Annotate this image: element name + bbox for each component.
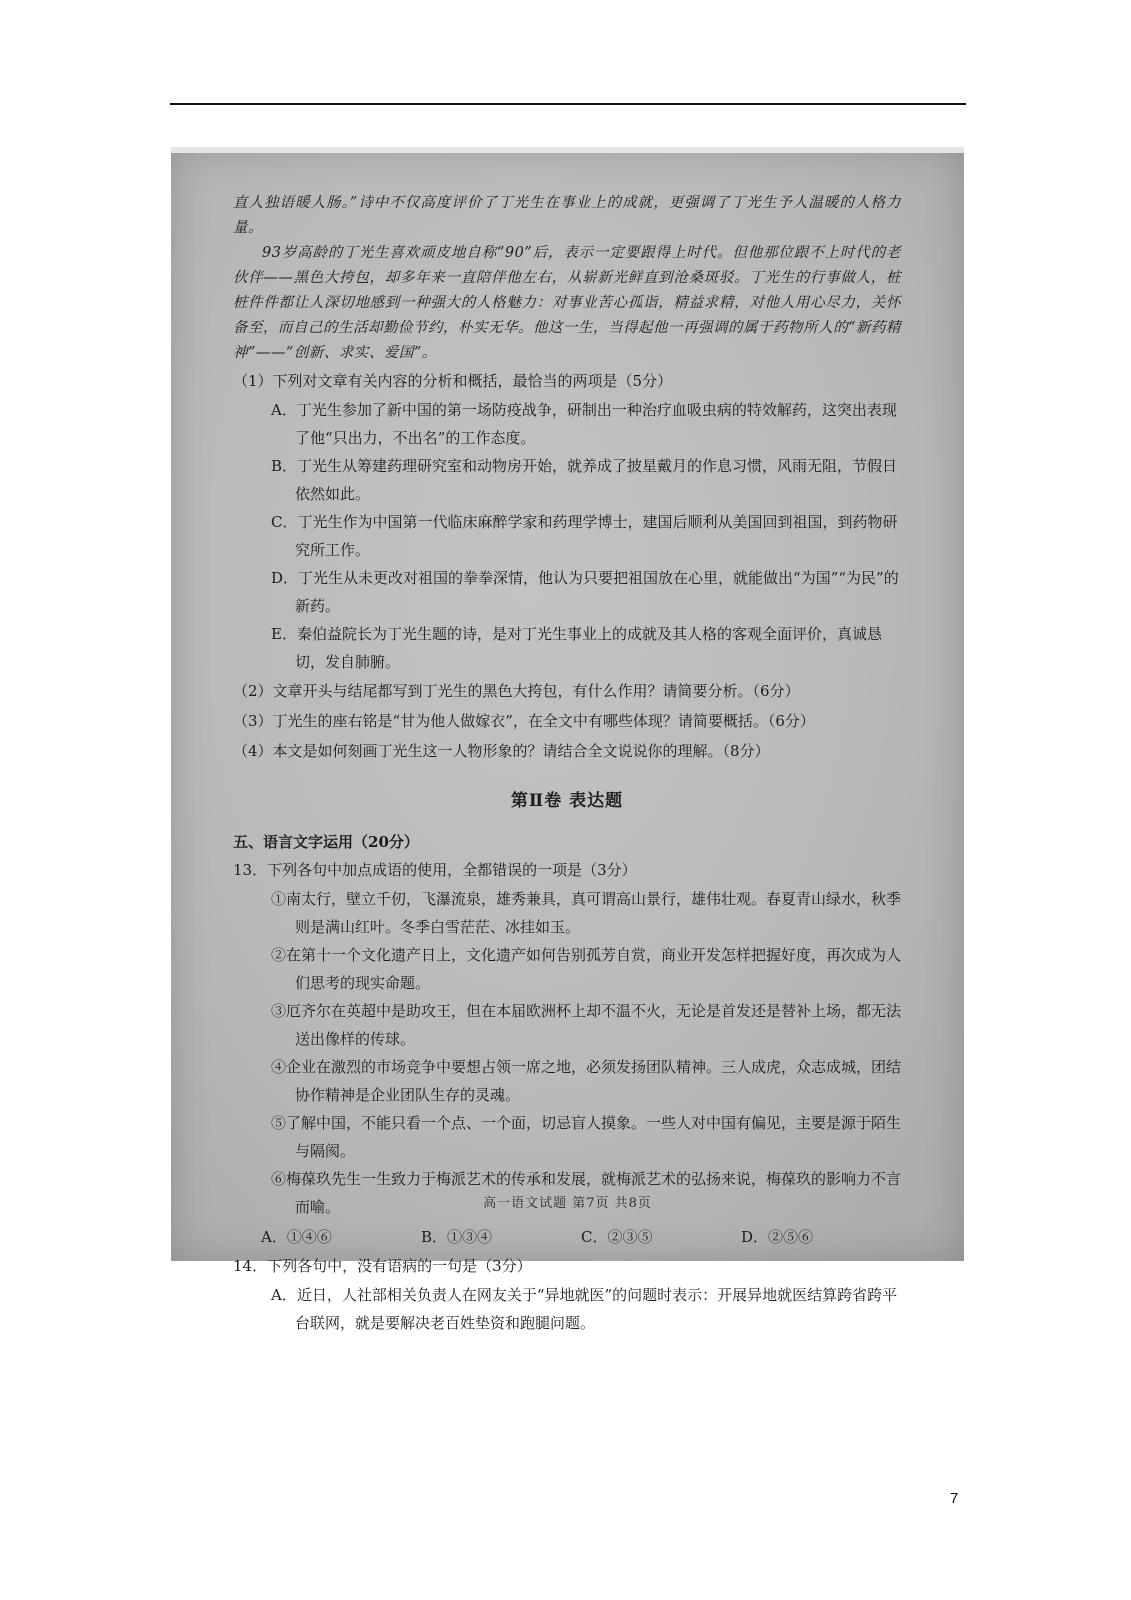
question-12-2: （2）文章开头与结尾都写到丁光生的黑色大挎包，有什么作用？请简要分析。（6分） <box>233 682 800 700</box>
question-13-item-5: ⑤了解中国，不能只看一个点、一个面，切忌盲人摸象。一些人对中国有偏见，主要是源于陌生与隔阂。 <box>271 1114 902 1160</box>
question-14-option-a: A．近日，人社部相关负责人在网友关于“异地就医”的问题时表示：开展异地就医结算跨省跨平台联网，就是要解决老百姓垫资和跑腿问题。 <box>271 1286 898 1332</box>
header-rule <box>170 103 966 105</box>
passage-paragraph-1: 直人独语暖人肠。”诗中不仅高度评价了丁光生在事业上的成就，更强调了丁光生予人温暖的人格力量。 <box>233 195 901 236</box>
section-5-heading: 五、语言文字运用（20分） <box>233 833 419 851</box>
question-12-option-a: A．丁光生参加了新中国的第一场防疫战争，研制出一种治疗血吸虫病的特效解药，这突出表现了他“只出力，不出名”的工作态度。 <box>271 401 897 447</box>
exam-content <box>233 191 901 1337</box>
question-12-option-e: E．秦伯益院长为丁光生题的诗，是对丁光生事业上的成就及其人格的客观全面评价，真诚恳切，发自肺腑。 <box>271 625 882 671</box>
part-2-title: 第Ⅱ卷 表达题 <box>510 791 624 811</box>
question-13-choice-d: D．②⑤⑥ <box>741 1228 814 1246</box>
question-12-3: （3）丁光生的座右铭是“甘为他人做嫁衣”，在全文中有哪些体现？请简要概括。（6分） <box>233 712 815 730</box>
photo-top-band <box>171 147 964 153</box>
question-13-choice-c: C．②③⑤ <box>581 1228 653 1246</box>
question-13-choice-b: B．①③④ <box>421 1228 493 1246</box>
question-13-stem: 13．下列各句中加点成语的使用，全都错误的一项是（3分） <box>233 861 637 879</box>
question-13-choice-a: A．①④⑥ <box>261 1228 332 1246</box>
question-12-4: （4）本文是如何刻画丁光生这一人物形象的？请结合全文说说你的理解。（8分） <box>233 742 770 760</box>
question-13-choices <box>261 1223 901 1251</box>
question-13-item-1: ①南太行，壁立千仞，飞瀑流泉，雄秀兼具，真可谓高山景行，雄伟壮观。春夏青山绿水，秋季则是满山红叶。冬季白雪茫茫、冰挂如玉。 <box>271 890 902 936</box>
passage-paragraph-2: 93岁高龄的丁光生喜欢顽皮地自称“90”后，表示一定要跟得上时代。但他那位跟不上时代的老伙伴——黑色大挎包，却多年来一直陪伴他左右，从崭新光鲜直到沧桑斑驳。丁光生的行事做人，桩桩件件都让人深切地感到一种强大的人格魅力：对事业苦心孤诣，精益求精，对他人用心尽力，关怀备至，而自己的生活却勤俭节约，朴实无华。他这一生，当得起他一再强调的属于药物所人的“新药精神”——“创新、求实、爱国”。 <box>233 245 901 361</box>
question-13-item-4: ④企业在激烈的市场竞争中要想占领一席之地，必须发扬团队精神。三人成虎，众志成城，团结协作精神是企业团队生存的灵魂。 <box>271 1058 902 1104</box>
question-13-item-2: ②在第十一个文化遗产日上，文化遗产如何告别孤芳自赏，商业开发怎样把握好度，再次成为人们思考的现实命题。 <box>271 946 902 992</box>
question-12-option-c: C．丁光生作为中国第一代临床麻醉学家和药理学博士，建国后顺利从美国回到祖国，到药物研究所工作。 <box>271 513 898 559</box>
question-12-1: （1）下列对文章有关内容的分析和概括，最恰当的两项是（5分） <box>233 372 673 390</box>
question-14-stem: 14．下列各句中，没有语病的一句是（3分） <box>233 1257 532 1275</box>
question-13-item-6: ⑥梅葆玖先生一生致力于梅派艺术的传承和发展，就梅派艺术的弘扬来说，梅葆玖的影响力不言而喻。 <box>271 1170 902 1216</box>
question-12-option-d: D．丁光生从未更改对祖国的拳拳深情，他认为只要把祖国放在心里，就能做出“为国”“为民”的新药。 <box>271 569 899 615</box>
exam-page-photo <box>171 147 964 1332</box>
question-13-item-3: ③厄齐尔在英超中是助攻王，但在本届欧洲杯上却不温不火，无论是首发还是替补上场，都无法送出像样的传球。 <box>271 1002 902 1048</box>
question-12-option-b: B．丁光生从筹建药理研究室和动物房开始，就养成了披星戴月的作息习惯，风雨无阻，节假日依然如此。 <box>271 457 898 503</box>
photo-page-footer: 高一语文试题 第7页 共8页 <box>483 1196 652 1211</box>
page-number: 7 <box>950 1490 959 1507</box>
